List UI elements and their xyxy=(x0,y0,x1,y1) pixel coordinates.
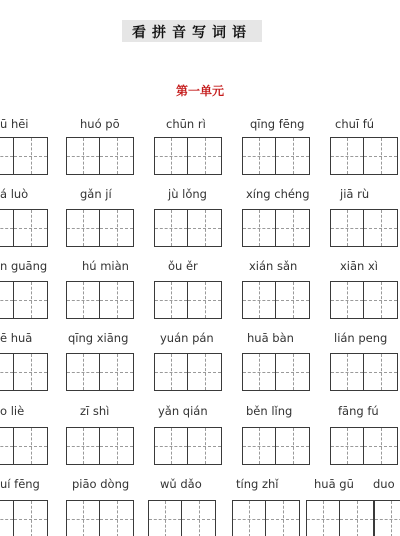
writing-box xyxy=(330,281,398,319)
pinyin-label: zī shì xyxy=(80,404,110,418)
pinyin-label: n guāng xyxy=(0,259,48,273)
writing-box xyxy=(242,209,310,247)
writing-box xyxy=(66,209,134,247)
writing-box xyxy=(0,353,48,391)
writing-box xyxy=(330,209,398,247)
writing-box xyxy=(242,427,310,465)
writing-box xyxy=(374,500,400,536)
pinyin-label: duo xyxy=(373,477,395,491)
pinyin-label: lián peng xyxy=(334,331,388,345)
writing-box xyxy=(66,353,134,391)
writing-box xyxy=(154,137,222,175)
writing-box xyxy=(242,281,310,319)
worksheet-title: 看拼音写词语 xyxy=(132,25,252,41)
writing-box xyxy=(66,137,134,175)
writing-box xyxy=(66,281,134,319)
writing-box xyxy=(242,353,310,391)
pinyin-label: á luò xyxy=(0,187,29,201)
pinyin-label: qīng xiāng xyxy=(68,331,129,345)
pinyin-label: wǔ dǎo xyxy=(160,477,202,491)
writing-box xyxy=(154,427,222,465)
pinyin-label: huā gū xyxy=(314,477,354,491)
pinyin-label: yuán pán xyxy=(160,331,214,345)
writing-box xyxy=(0,209,48,247)
writing-box xyxy=(0,427,48,465)
pinyin-label: ǒu ěr xyxy=(168,259,198,273)
pinyin-label: chūn rì xyxy=(166,117,206,131)
writing-box xyxy=(154,353,222,391)
writing-box xyxy=(330,427,398,465)
pinyin-label: jiā rù xyxy=(340,187,370,201)
writing-box xyxy=(0,500,48,536)
writing-box xyxy=(330,137,398,175)
writing-box xyxy=(232,500,300,536)
writing-box xyxy=(306,500,374,536)
pinyin-label: piāo dòng xyxy=(72,477,130,491)
pinyin-label: xián sǎn xyxy=(249,259,298,273)
worksheet-title-bar xyxy=(122,20,262,42)
writing-box xyxy=(66,500,134,536)
writing-box xyxy=(0,281,48,319)
writing-box xyxy=(148,500,216,536)
unit-heading: 第一单元 xyxy=(175,84,224,98)
pinyin-label: jù lǒng xyxy=(168,187,207,201)
pinyin-label: běn lǐng xyxy=(246,404,293,418)
writing-box xyxy=(330,353,398,391)
pinyin-label: huó pō xyxy=(80,117,120,131)
writing-box xyxy=(242,137,310,175)
pinyin-label: uí fēng xyxy=(0,477,40,491)
writing-box xyxy=(0,137,48,175)
pinyin-label: xíng chéng xyxy=(246,187,310,201)
pinyin-label: ū hēi xyxy=(0,117,29,131)
pinyin-label: huā bàn xyxy=(247,331,294,345)
pinyin-label: chuī fú xyxy=(335,117,375,131)
pinyin-label: yǎn qián xyxy=(158,404,208,418)
pinyin-label: ē huā xyxy=(0,331,33,345)
pinyin-label: xiān xì xyxy=(340,259,378,273)
pinyin-label: o liè xyxy=(0,404,25,418)
pinyin-label: qīng fēng xyxy=(250,117,305,131)
pinyin-label: hú miàn xyxy=(82,259,129,273)
writing-box xyxy=(154,281,222,319)
pinyin-label: fāng fú xyxy=(338,404,379,418)
writing-box xyxy=(154,209,222,247)
pinyin-label: gǎn jí xyxy=(80,187,112,201)
pinyin-label: tíng zhǐ xyxy=(236,477,279,491)
writing-box xyxy=(66,427,134,465)
